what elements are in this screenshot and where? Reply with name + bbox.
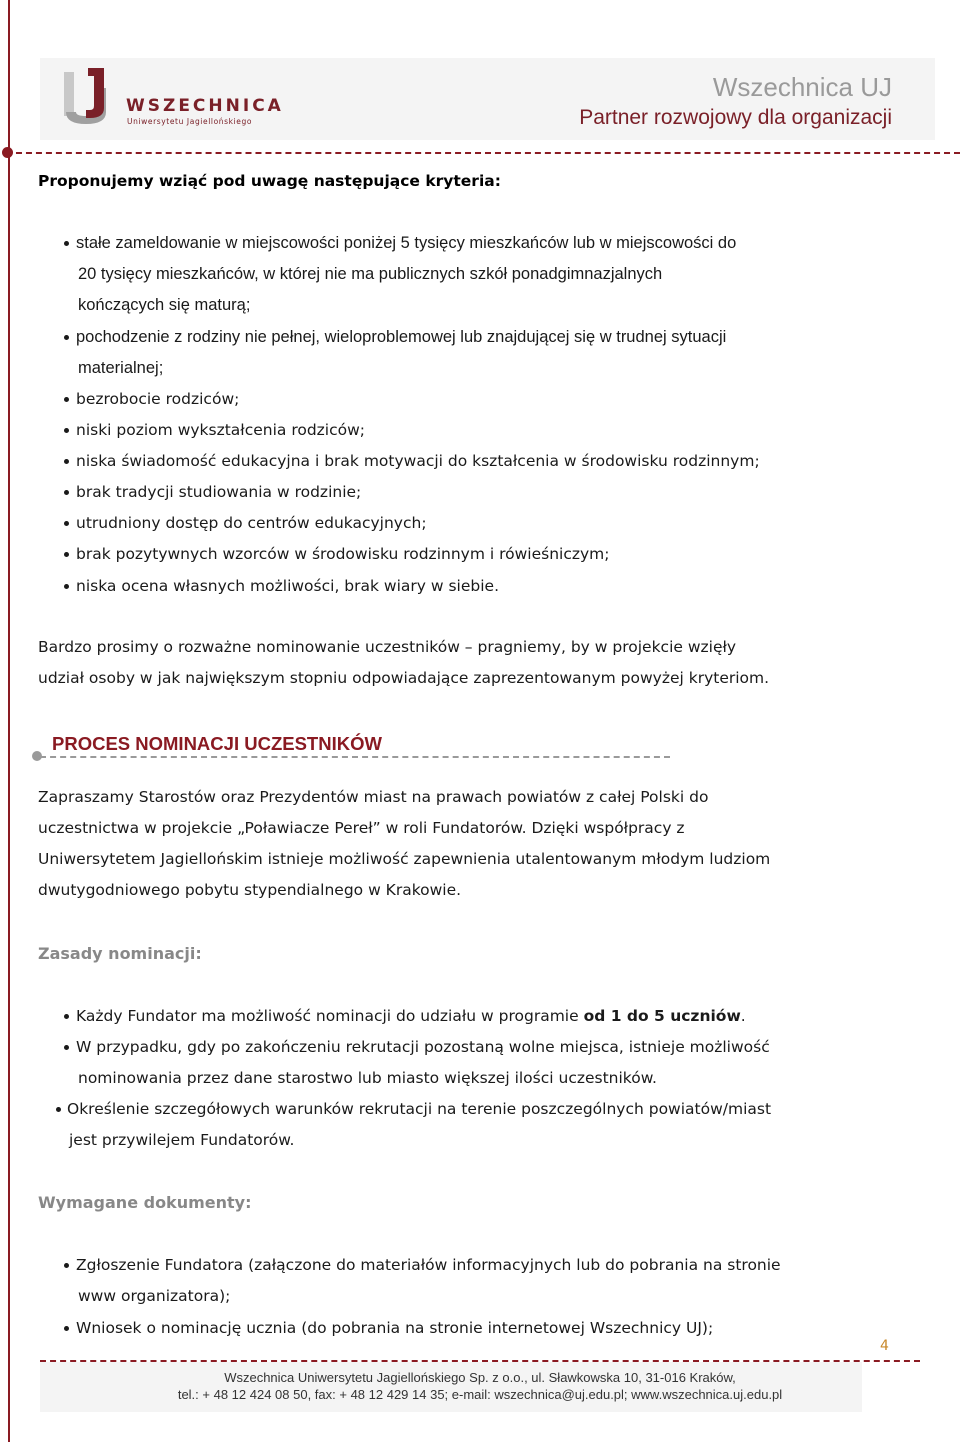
rule-highlight: od 1 do 5 uczniów	[583, 1007, 741, 1025]
doc-item: Wniosek o nominację ucznia (do pobrania na stronie internetowej Wszechnicy UJ);	[76, 1319, 714, 1337]
bullet-dot	[56, 1107, 61, 1112]
bullet-dot	[64, 584, 69, 589]
rules-heading: Zasady nominacji:	[38, 944, 202, 963]
wszechnica-logo-icon	[64, 68, 116, 126]
intro-line: Zapraszamy Starostów oraz Prezydentów miast na prawach powiatów z całej Polski do	[38, 788, 709, 806]
list-item-continuation: 20 tysięcy mieszkańców, w której nie ma publicznych szkół ponadgimnazjalnych	[78, 265, 663, 283]
rule-item-continuation: jest przywilejem Fundatorów.	[69, 1131, 295, 1149]
bullet-dot	[64, 1263, 69, 1268]
list-item: pochodzenie z rodziny nie pełnej, wieloproblemowej lub znajdującej się w trudnej sytuacji	[76, 328, 727, 346]
top-divider-dot	[2, 147, 13, 158]
bullet-dot	[64, 1326, 69, 1331]
intro-line: uczestnictwa w projekcie „Poławiacze Pereł” w roli Fundatorów. Dzięki współpracy z	[38, 819, 685, 837]
intro-line: dwutygodniowego pobytu stypendialnego w Krakowie.	[38, 881, 462, 899]
bullet-dot	[64, 335, 69, 340]
page-number: 4	[880, 1338, 889, 1354]
section-title: PROCES NOMINACJI UCZESTNIKÓW	[52, 733, 382, 754]
list-item-continuation: kończących się maturą;	[78, 296, 251, 314]
list-item: brak tradycji studiowania w rodzinie;	[76, 483, 362, 501]
footer-address: Wszechnica Uniwersytetu Jagiellońskiego Sp. z o.o., ul. Sławkowska 10, 31-016 Kraków,	[224, 1370, 736, 1385]
doc-item: Zgłoszenie Fundatora (załączone do materiałów informacyjnych lub do pobrania na stronie	[76, 1256, 781, 1274]
intro-line: Uniwersytetem Jagiellońskim istnieje możliwość zapewnienia utalentowanym młodym ludziom	[38, 850, 771, 868]
list-item: stałe zameldowanie w miejscowości poniżej 5 tysięcy mieszkańców lub w miejscowości do	[76, 234, 737, 252]
brand-subtitle: Partner rozwojowy dla organizacji	[579, 106, 892, 129]
bullet-dot	[64, 428, 69, 433]
list-item: utrudniony dostęp do centrów edukacyjnych;	[76, 514, 427, 532]
docs-heading: Wymagane dokumenty:	[38, 1193, 252, 1212]
bullet-dot	[64, 490, 69, 495]
criteria-note-line: Bardzo prosimy o rozważne nominowanie uczestników – pragniemy, by w projekcie wzięły	[38, 638, 737, 656]
rule-item	[76, 1001, 746, 1032]
bullet-dot	[64, 459, 69, 464]
brand-title: Wszechnica UJ	[712, 72, 892, 102]
footer-contact: tel.: + 48 12 424 08 50, fax: + 48 12 429 14 35; e-mail: wszechnica@uj.edu.pl; www.wszechnica.uj.edu.pl	[177, 1387, 783, 1402]
list-item: brak pozytywnych wzorców w środowisku rodzinnym i rówieśniczym;	[76, 545, 610, 563]
bullet-dot	[64, 521, 69, 526]
doc-item-continuation: www organizatora);	[78, 1287, 231, 1305]
bullet-dot	[64, 241, 69, 246]
criteria-note-line: udział osoby w jak największym stopniu odpowiadające zaprezentowanym powyżej kryteriom.	[38, 669, 770, 687]
bullet-dot	[64, 397, 69, 402]
list-item: niska świadomość edukacyjna i brak motywacji do kształcenia w środowisku rodzinnym;	[76, 452, 760, 470]
list-item-continuation: materialnej;	[78, 359, 164, 377]
list-item: bezrobocie rodziców;	[76, 390, 240, 408]
top-divider	[6, 152, 960, 154]
section-divider-dot	[32, 751, 42, 761]
logo-subtitle: Uniwersytetu Jagiellońskiego	[127, 117, 253, 126]
bullet-dot	[64, 552, 69, 557]
bullet-dot	[64, 1045, 69, 1050]
list-item: niska ocena własnych możliwości, brak wiary w siebie.	[76, 577, 499, 595]
logo-wordmark: WSZECHNICA	[126, 96, 284, 116]
section-divider	[40, 756, 670, 758]
rule-item-continuation: nominowania przez dane starostwo lub miasto większej ilości uczestników.	[78, 1069, 657, 1087]
criteria-heading: Proponujemy wziąć pod uwagę następujące kryteria:	[38, 172, 501, 190]
left-margin-rule	[8, 0, 10, 1442]
rule-end: .	[740, 1007, 746, 1025]
bullet-dot	[64, 1014, 69, 1019]
rule-item: Określenie szczegółowych warunków rekrutacji na terenie poszczególnych powiatów/miast	[67, 1100, 772, 1118]
rule-text: Każdy Fundator ma możliwość nominacji do udziału w programie	[76, 1007, 584, 1025]
list-item: niski poziom wykształcenia rodziców;	[76, 421, 366, 439]
rule-item: W przypadku, gdy po zakończeniu rekrutacji pozostaną wolne miejsca, istnieje możliwość	[76, 1038, 770, 1056]
